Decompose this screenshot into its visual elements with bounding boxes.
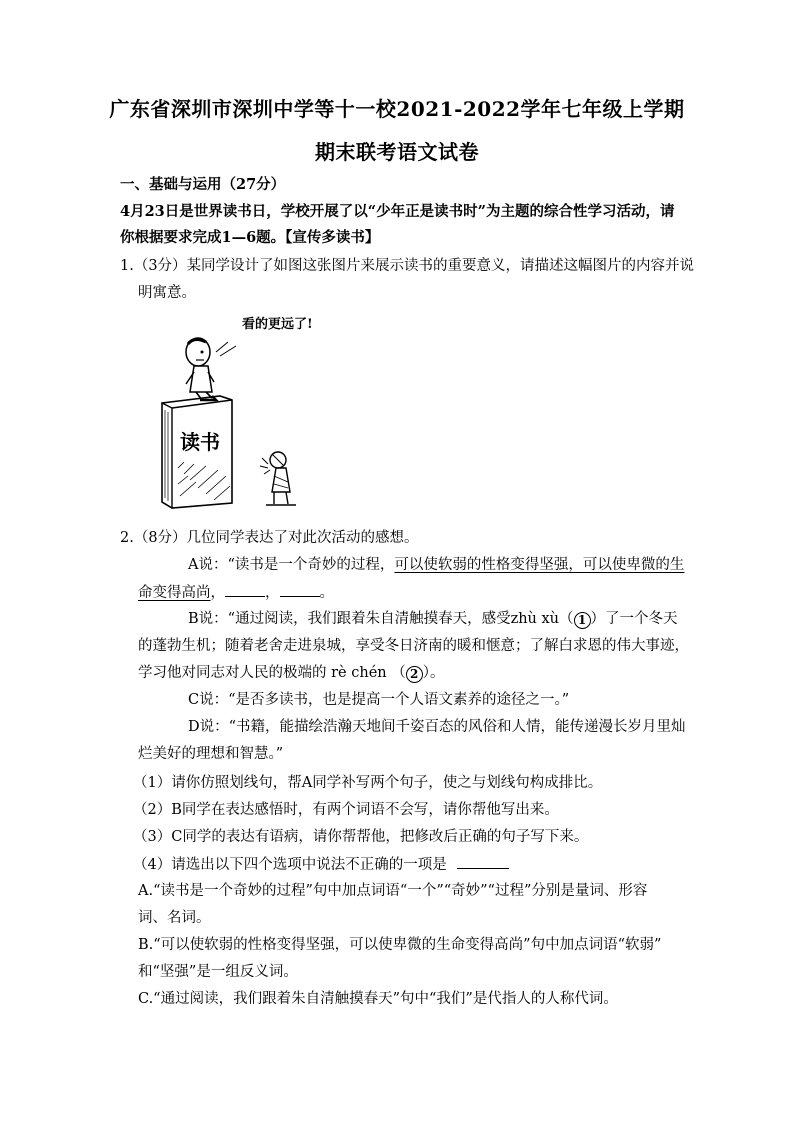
statement-b-line-2: 的蓬勃生机；随着老舍走进泉城，享受冬日济南的暖和惬意；了解白求恩的伟大事迹，	[138, 638, 689, 654]
option-c-line-1: C.“通过阅读，我们跟着朱自清触摸春天”句中“我们”是代指人的人称代词。	[138, 991, 618, 1007]
exam-title-line1: 广东省深圳市深圳中学等十一校2021-2022学年七年级上学期	[109, 97, 685, 121]
reading-illustration	[150, 308, 340, 513]
answer-blank-choice[interactable]	[457, 854, 509, 869]
section-heading: 一、基础与运用（27分）	[120, 176, 286, 193]
sub-question-4-text: （4）请选出以下四个选项中说法不正确的一项是	[133, 857, 447, 873]
statement-a-end: 。	[319, 585, 334, 601]
sub-question-3: （3）C同学的表达有语病，请你帮帮他，把修改后正确的句子写下来。	[133, 829, 589, 845]
statement-a-underlined-end: 命变得高尚	[138, 585, 211, 601]
statement-d-line-1: D说：“书籍，能描绘浩瀚天地间千姿百态的风俗和人情，能传递漫长岁月里灿	[188, 719, 686, 735]
statement-a-separator: ，	[210, 585, 225, 601]
statement-c: C说：“是否多读书，也是提高一个人语文素养的途径之一。”	[188, 692, 570, 708]
sub-question-2: （2）B同学在表达感悟时，有两个词语不会写，请你帮他写出来。	[133, 802, 559, 818]
option-a-line-1: A.“读书是一个奇妙的过程”句中加点词语“一个”“奇妙”“过程”分别是量词、形容	[138, 883, 648, 899]
statement-b-line-1	[188, 609, 678, 629]
question-1-line-1: 1.（3分）某同学设计了如图这张图片来展示读书的重要意义，请描述这幅图片的内容并说	[120, 258, 695, 274]
sub-question-4	[133, 854, 509, 875]
option-b-line-1: B.“可以使软弱的性格变得坚强，可以使卑微的生命变得高尚”句中加点词语“软弱”	[138, 937, 662, 953]
sub-question-1: （1）请你仿照划线句，帮A同学补写两个句子，使之与划线句构成排比。	[133, 775, 603, 791]
question-1-line-2: 明寓意。	[138, 285, 196, 301]
statement-a-prefix: A说：“读书是一个奇妙的过程，	[188, 557, 395, 573]
answer-blank-2[interactable]	[280, 582, 320, 597]
circled-number-2: 2	[406, 666, 423, 683]
statement-b-text-3: 学习他对同志对人民的极端的 rè chén （	[138, 665, 406, 681]
exam-title-line2: 期末联考语文试卷	[315, 140, 479, 164]
question-2-line-1: 2.（8分）几位同学表达了对此次活动的感想。	[120, 530, 419, 546]
statement-b-line-3	[138, 663, 444, 683]
statement-b-text-2: ）了一个冬天	[590, 611, 678, 627]
statement-b-text-1: B说：“通过阅读，我们跟着朱自清触摸春天，感受zhù xù（	[188, 611, 574, 627]
statement-a-line-1	[188, 555, 684, 575]
statement-a-underlined: 可以使软弱的性格变得坚强，可以使卑微的生	[394, 557, 685, 573]
book-label: 读书	[180, 430, 220, 454]
illustration-caption: 看的更远了!	[242, 317, 313, 332]
statement-a-line-2: 命变得高尚， ， 。	[138, 582, 334, 603]
option-a-line-2: 词、名词。	[138, 910, 211, 926]
answer-blank-1[interactable]	[225, 582, 265, 597]
option-b-line-2: 和“坚强”是一组反义词。	[138, 964, 298, 980]
intro-line-1: 4月23日是世界读书日，学校开展了以“少年正是读书时”为主题的综合性学习活动，请	[120, 203, 675, 220]
statement-d-line-2: 烂美好的理想和智慧。”	[138, 746, 284, 762]
cartoon-drawing	[150, 308, 340, 513]
statement-b-text-4: ）。	[422, 665, 445, 681]
intro-line-2: 你根据要求完成1—6题。【宣传多读书】	[120, 229, 380, 246]
circled-number-1: 1	[574, 612, 591, 629]
